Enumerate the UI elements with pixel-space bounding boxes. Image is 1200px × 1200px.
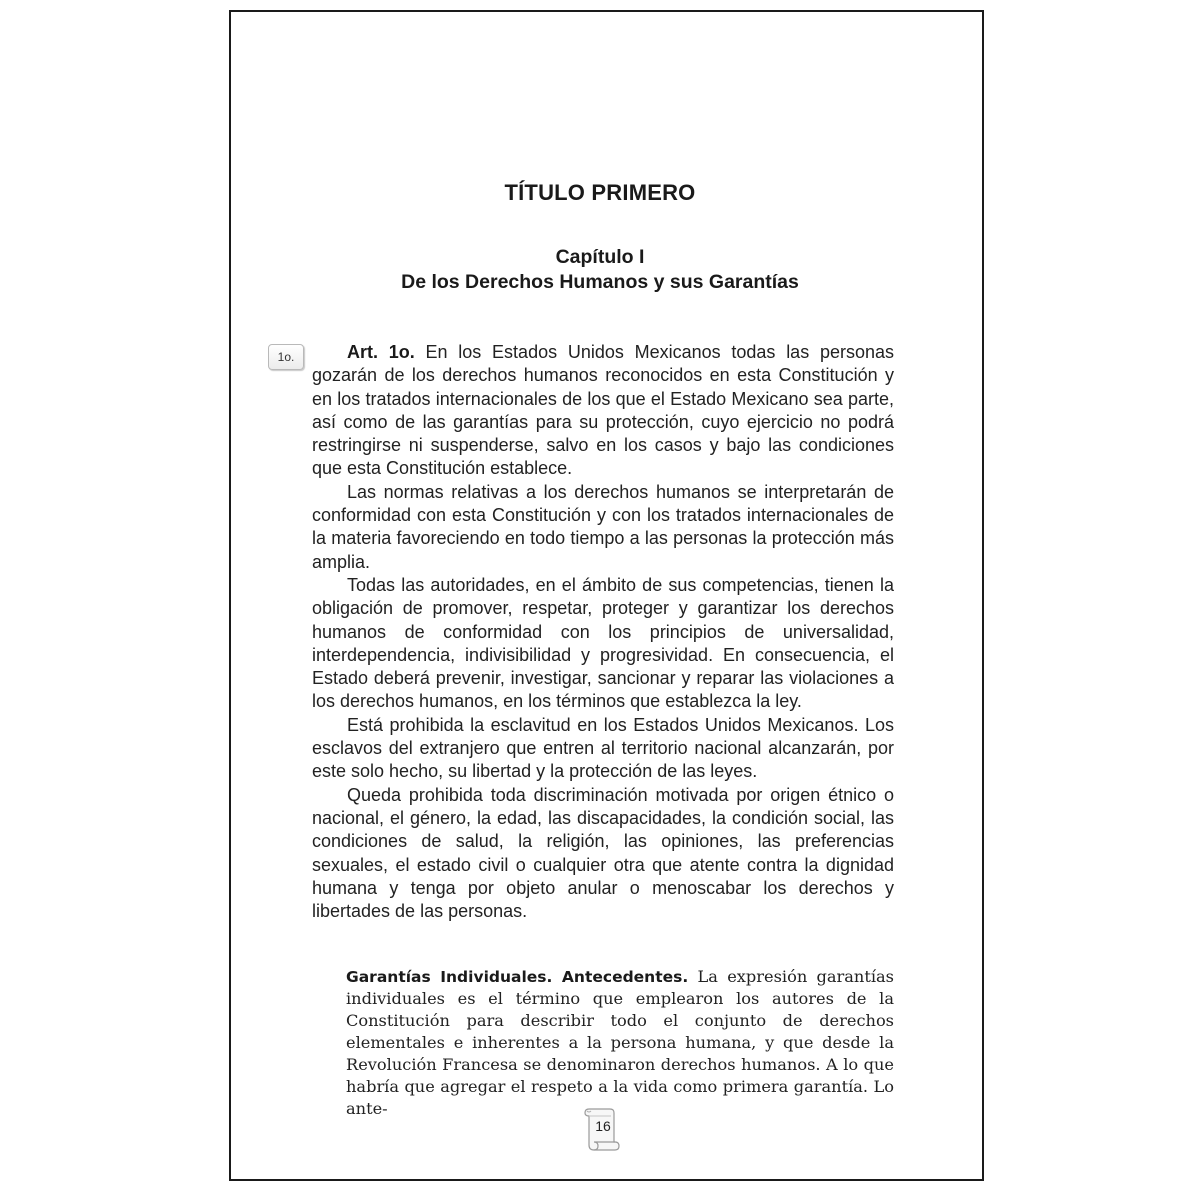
commentary-block xyxy=(346,966,894,1120)
article-body xyxy=(312,341,894,923)
chapter-heading xyxy=(0,245,1200,295)
article-label: Art. 1o. xyxy=(347,342,415,362)
article-paragraph-4: Está prohibida la esclavitud en los Estados Unidos Mexicanos. Los esclavos del extranjero que entren al territorio nacional alcanzarán, por este solo hecho, su libertad y la protección de las leyes. xyxy=(312,714,894,782)
article-paragraph-2: Las normas relativas a los derechos humanos se interpretarán de conformidad con esta Constitución y con los tratados internacionales de la materia favoreciendo en todo tiempo a las personas la protección más amplia. xyxy=(312,481,894,572)
article-paragraph-1 xyxy=(312,341,894,481)
chapter-name: De los Derechos Humanos y sus Garantías xyxy=(401,271,799,293)
article-paragraph-5: Queda prohibida toda discriminación motivada por origen étnico o nacional, el género, la edad, las discapacidades, la condición social, las condiciones de salud, la religión, las opiniones, las preferencias sexuales, el estado civil o cualquier otra que atente contra la dignidad humana y tenga por objeto anular o menoscabar los derechos y libertades de las personas. xyxy=(312,784,894,922)
commentary-text: La expresión garantías individuales es el término que emplearon los autores de la Constitución para describir todo el conjunto de derechos elementales e inherentes a la persona humana, y que desde la Revolución Francesa se denominaron derechos humanos. A lo que habría que agregar el respeto a la vida como primera garantía. Lo ante- xyxy=(346,967,894,1118)
article-margin-tag: 1o. xyxy=(268,344,304,370)
chapter-number: Capítulo I xyxy=(555,246,645,268)
commentary-label: Garantías Individuales. Antecedentes. xyxy=(346,968,689,986)
title-heading: TÍTULO PRIMERO xyxy=(504,180,696,205)
page-number: 16 xyxy=(595,1118,611,1134)
page-number-scroll xyxy=(581,1105,621,1153)
article-paragraph-3: Todas las autoridades, en el ámbito de sus competencias, tienen la obligación de promover, respetar, proteger y garantizar los derechos humanos de conformidad con los principios de universalidad, interdependencia, indivisibilidad y progresividad. En consecuencia, el Estado deberá prevenir, investigar, sancionar y reparar las violaciones a los derechos humanos, en los términos que establezca la ley. xyxy=(312,574,894,712)
article-paragraph-text: En los Estados Unidos Mexicanos todas las personas gozarán de los derechos humanos reconocidos en esta Constitución y en los tratados internacionales de los que el Estado Mexicano sea parte, así como de las garantías para su protección, cuyo ejercicio no podrá restringirse ni suspenderse, salvo en los casos y bajo las condiciones que esta Constitución establece. xyxy=(312,342,894,479)
